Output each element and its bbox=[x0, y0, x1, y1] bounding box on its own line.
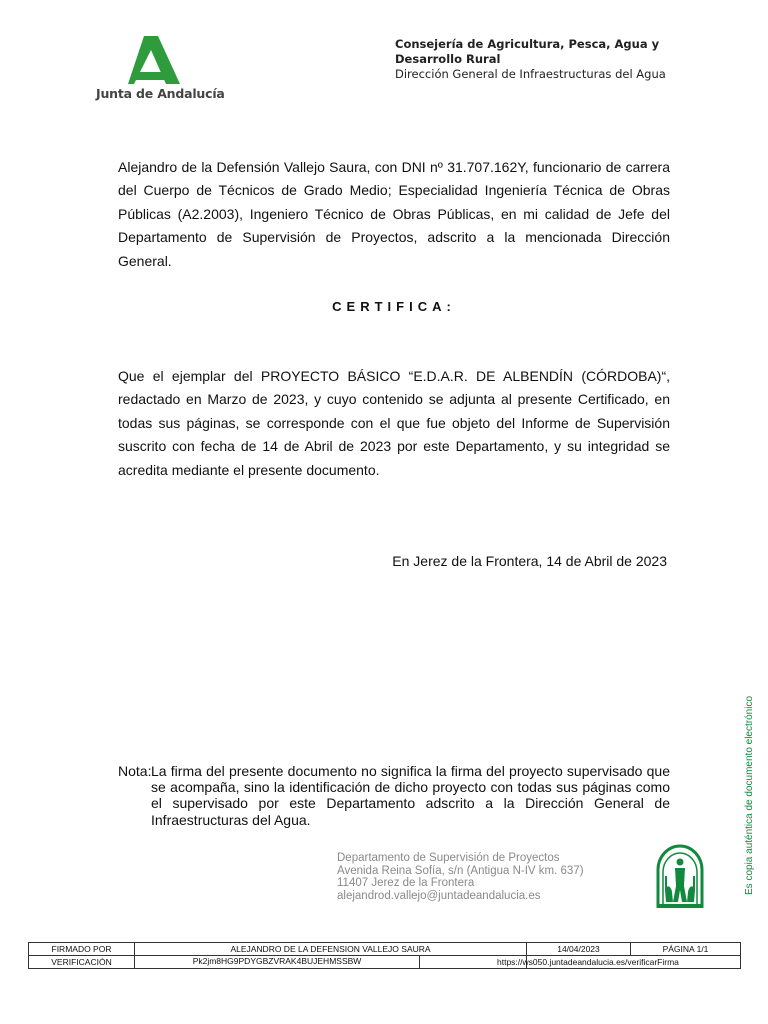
address-block bbox=[337, 852, 637, 903]
address-line3: 11407 Jerez de la Frontera bbox=[337, 877, 475, 890]
page-number: PÁGINA 1/1 bbox=[631, 943, 741, 956]
verification-url[interactable]: https://ws050.juntadeandalucia.es/verificarFirma bbox=[497, 957, 679, 967]
logo-text: Junta de Andalucía bbox=[96, 86, 225, 101]
verification-label: VERIFICACIÓN bbox=[29, 956, 135, 969]
intro-paragraph: Alejandro de la Defensión Vallejo Saura, con DNI nº 31.707.162Y, funcionario de carrera del Cuerpo de Técnicos de Grado Medio; Especialidad Ingeniería Técnica de Obras Públicas (A2.2003), Ingeniero Técnico de Obras Públicas, en mi calidad de Jefe del Departamento de Supervisión de Proyectos, adscrito a la mencionada Dirección General. bbox=[118, 159, 670, 269]
junta-logo bbox=[96, 36, 225, 104]
direction-line: Dirección General de Infraestructuras del Agua bbox=[395, 67, 666, 81]
verification-cell bbox=[135, 956, 527, 969]
signature-date: 14/04/2023 bbox=[527, 943, 631, 956]
note-block bbox=[118, 763, 670, 828]
authentic-copy-text: Es copia auténtica de documento electrónico bbox=[744, 695, 755, 895]
certification-paragraph: Que el ejemplar del PROYECTO BÁSICO “E.D.A.R. DE ALBENDÍN (CÓRDOBA)“, redactado en Marzo de 2023, y cuyo contenido se adjunta al presente Certificado, en todas sus páginas, se corresponde con el que fue objeto del Informe de Supervisión suscrito con fecha de 14 de Abril de 2023 por este Departamento, y su integridad se acredita mediante el presente documento. bbox=[118, 368, 670, 478]
dept-line1: Consejería de Agricultura, Pesca, Agua y bbox=[395, 37, 660, 51]
place-date: En Jerez de la Frontera, 14 de Abril de 2023 bbox=[392, 553, 667, 569]
andalucia-emblem-icon bbox=[655, 842, 705, 910]
junta-a-logo-icon bbox=[128, 36, 184, 84]
header-department bbox=[395, 37, 695, 82]
address-line1: Departamento de Supervisión de Proyectos bbox=[337, 852, 560, 864]
address-line2: Avenida Reina Sofía, s/n (Antigua N-IV km. 637) bbox=[337, 864, 584, 877]
note-label: Nota: bbox=[118, 763, 152, 779]
dept-line2: Desarrollo Rural bbox=[395, 52, 501, 66]
verification-code: Pk2jm8HG9PDYGBZVRAK4BUJEHMSSBW bbox=[135, 956, 420, 968]
signed-by-label: FIRMADO POR bbox=[29, 943, 135, 956]
signed-by-row bbox=[29, 943, 741, 956]
signature-table bbox=[28, 942, 741, 969]
note-text: La firma del presente documento no significa la firma del proyecto supervisado que se acompaña, sino la identificación de dicho proyecto con todas sus páginas como el supervisado por este Departamento adscrito a la Dirección General de Infraestructuras del Agua. bbox=[151, 763, 670, 828]
verification-row bbox=[29, 956, 741, 969]
certifica-heading: CERTIFICA: bbox=[332, 299, 456, 314]
signer-name: ALEJANDRO DE LA DEFENSION VALLEJO SAURA bbox=[135, 943, 527, 956]
verification-url-cell bbox=[497, 956, 741, 969]
address-email[interactable]: alejandrod.vallejo@juntadeandalucia.es bbox=[337, 890, 541, 903]
